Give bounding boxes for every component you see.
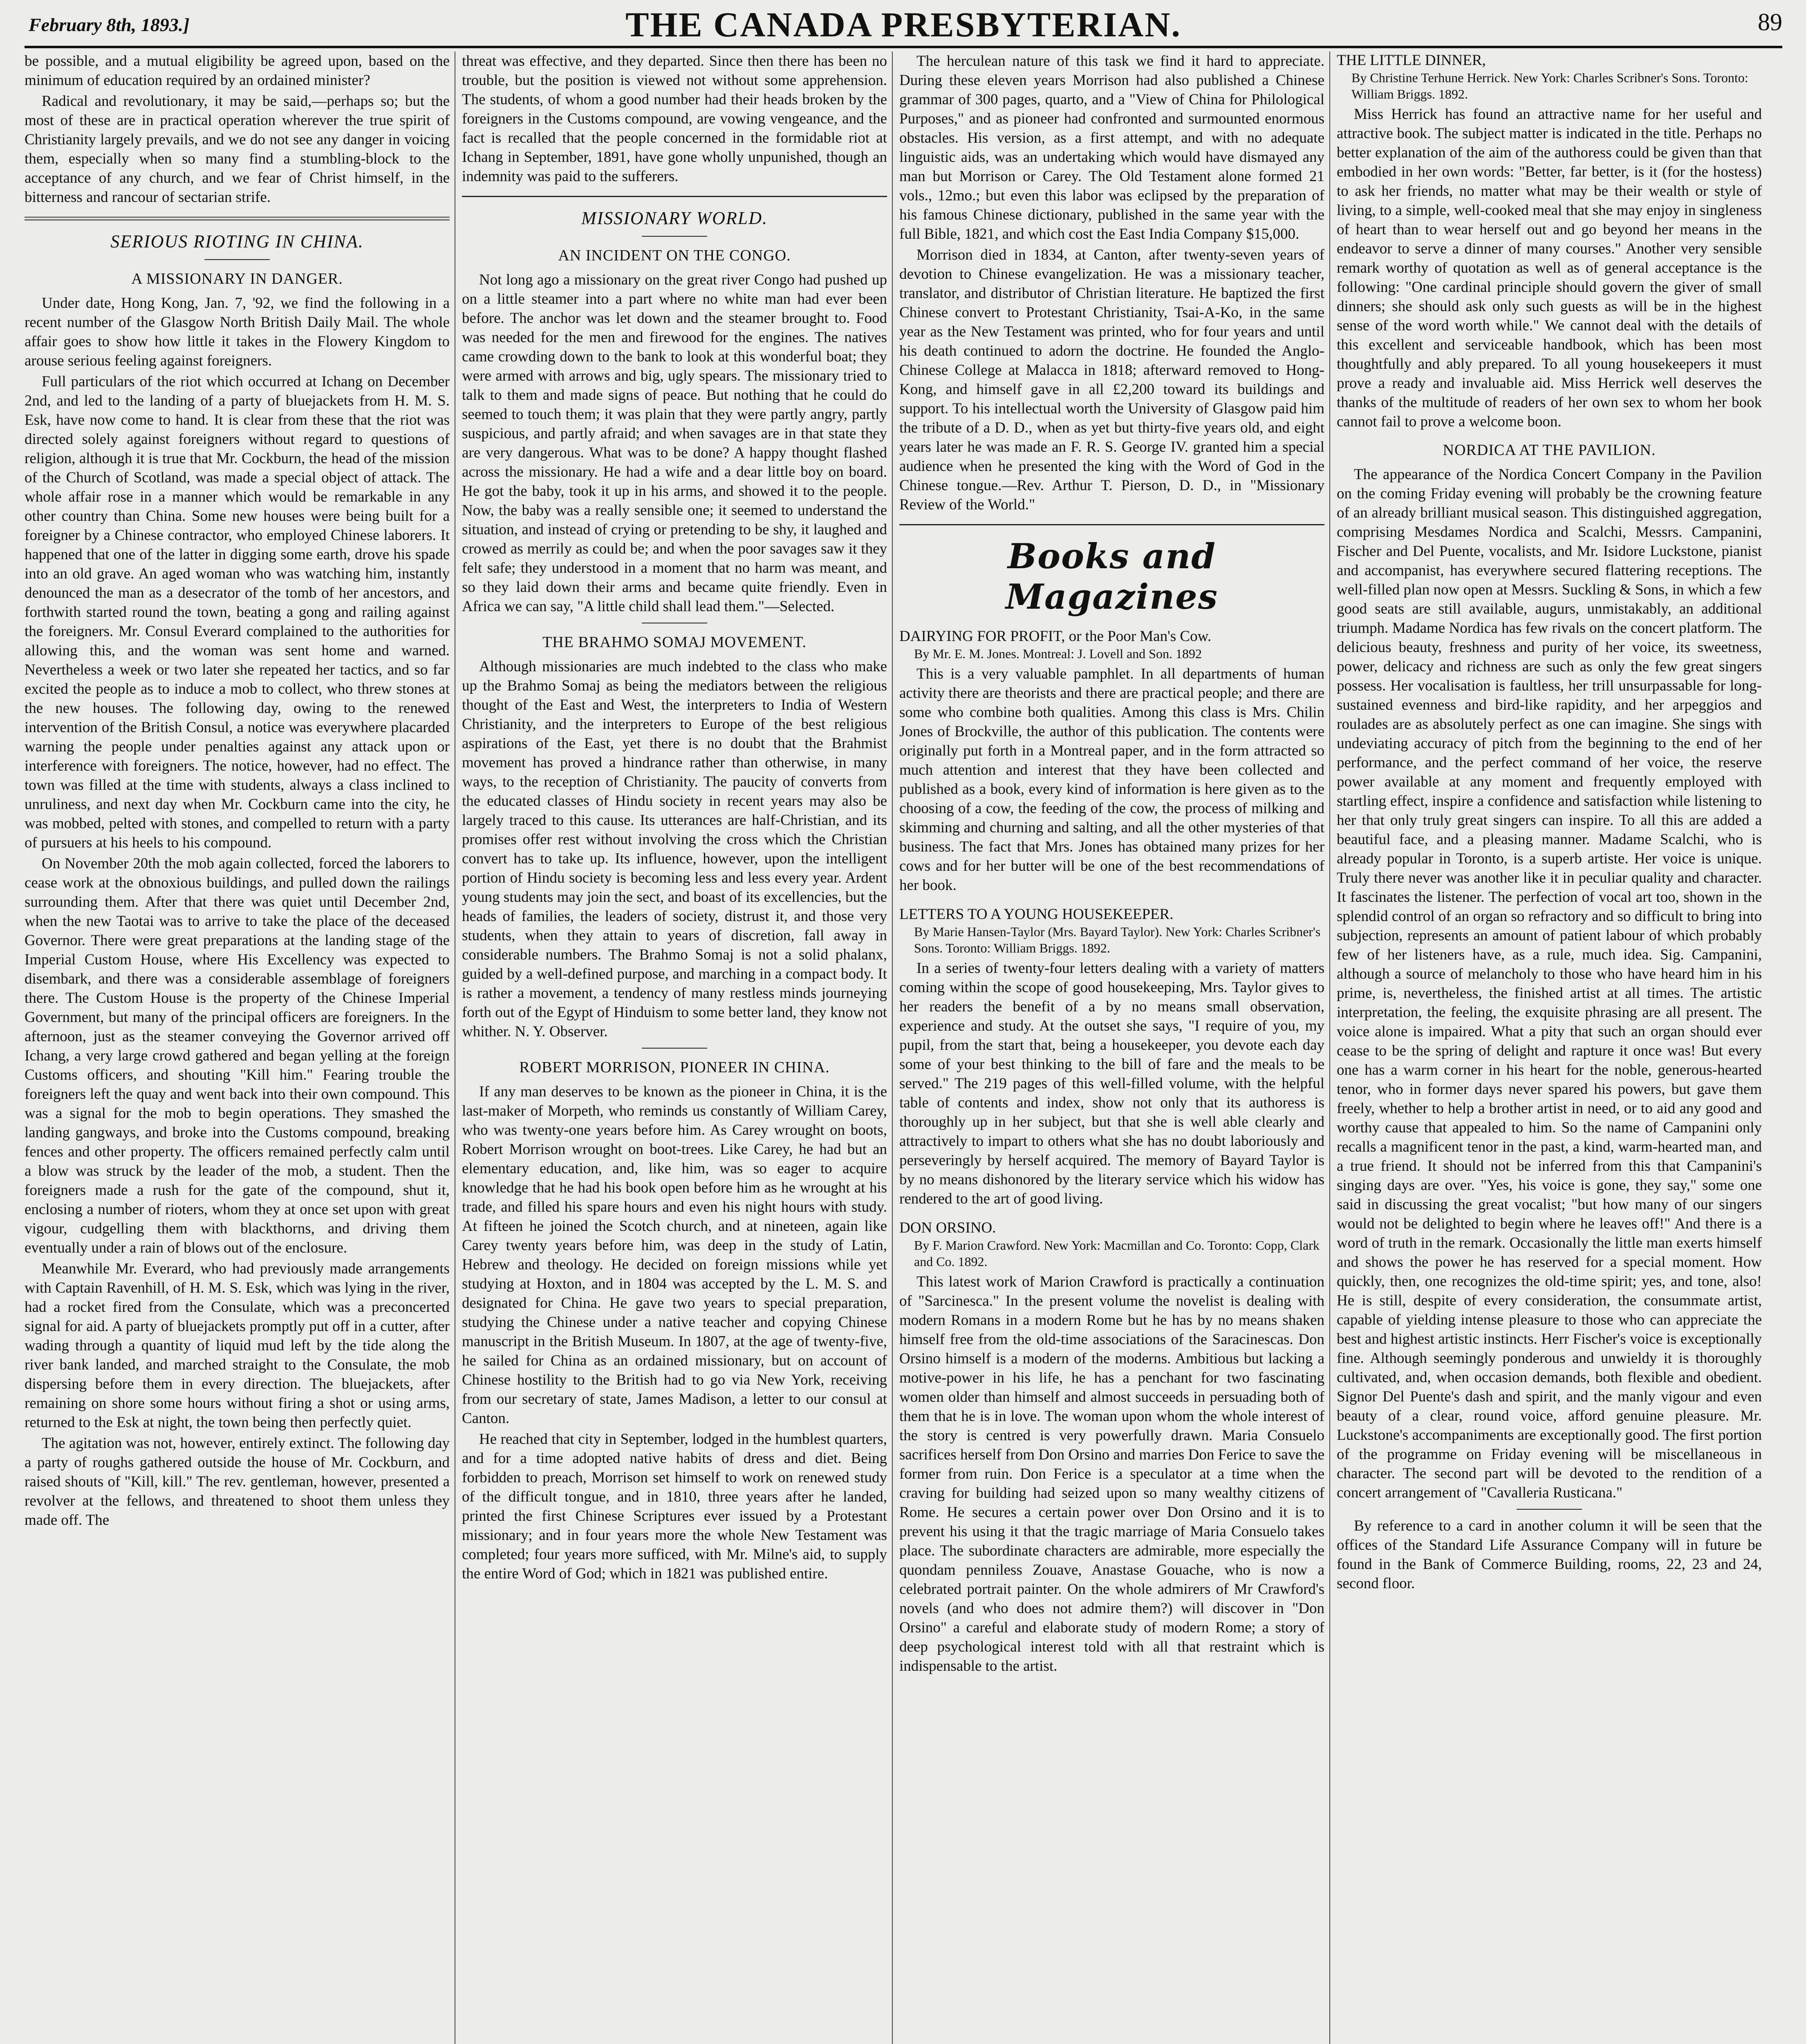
paragraph: The herculean nature of this task we find it hard to appreciate. During these eleven years Morrison had also published a Chinese grammar of 300 pages, quarto, and a "View of China for Philological Purposes," and as pioneer had confronted and surmounted enormous obstacles. His version, as a first attempt, and with no adequate linguistic aids, was an undertaking which would have dismayed any man but Morrison or Carey. The Old Testament alone formed 21 vols., 12mo.; but even this labor was eclipsed by the preparation of his famous Chinese dictionary, published in the same year with the full Bible, 1821, and which cost the East India Company $15,000.	[899, 53, 1324, 242]
paragraph: He reached that city in September, lodged in the humblest quarters, and for a time adopted native habits of dress and diet. Being forbidden to preach, Morrison set himself to work on renewed study of the difficult tongue, and in 1810, three years after he landed, printed the first Chinese Scriptures ever issued by a Protestant missionary; and in four years more the whole New Testament was completed; four years more sufficed, with Mr. Milne's aid, to supply the entire Word of God; which in 1821 was published entire.	[462, 1431, 887, 1582]
newspaper-title: THE CANADA PRESBYTERIAN.	[625, 5, 1181, 44]
short-rule	[642, 236, 707, 237]
section-rule	[25, 217, 450, 220]
column-divider	[1329, 52, 1330, 2044]
paragraph: This latest work of Marion Crawford is practically a continuation of "Sarcinesca." In the present volume the novelist is dealing with modern Romans in a modern Rome but he has by no means shaken himself free from the old-time associations of the Saracinescas. Don Orsino himself is a modern of the moderns. Ambitious but lacking a motive-power in his life, he has a penchant for two fascinating women older than himself and almost succeeds in persuading both of them that he is in love. The woman upon whom the whole interest of the story is centred is very powerfully drawn. Maria Consuelo sacrifices herself from Don Orsino and marries Don Ferice to save the former from ruin. Don Ferice is a speculator at a time when the craving for building had seized upon so many wealthy citizens of Rome. He secures a certain power over Don Orsino and it is to prevent his using it that the tragic marriage of Maria Consuelo takes place. The subordinate characters are admirable, more especially the quondam penniless Zouave, Anastase Gouache, who is now a celebrated portrait painter. On the whole admirers of Mr Crawford's novels (and who does not admire them?) will discover in "Don Orsino" a careful and elaborate study of modern Rome; a story of deep psychological interest told with all that restraint which is indispensable to the artist.	[899, 1273, 1324, 1674]
section-rule	[462, 196, 887, 197]
paragraph: Although missionaries are much indebted to the class who make up the Brahmo Somaj as being the mediators between the religious thought of the East and West, the interpreters to India of Western Christianity, and the interpreters to Europe of the best religious aspirations of the East, yet there is no doubt that the Brahmist movement has proved a hindrance rather than otherwise, in many ways, to the reception of Christianity. The paucity of converts from the educated classes of Hindu society in recent years may also be largely traced to this cause. Its utterances are half-Christian, and its promises offer rest without involving the cross which the Christian convert has to take up. Its influence, however, upon the intelligent portion of Hindu society is becoming less and less every year. Ardent young students may join the sect, and boast of its excellencies, but the heads of families, the leaders of society, distrust it, and those very students, when they attain to years of discretion, fall away in considerable numbers. The Brahmo Somaj is not a solid phalanx, guided by a well-defined purpose, and marching in a compact body. It is rather a movement, a tendency of many restless minds journeying forth out of the Egypt of Hinduism to some better land, they know not whither. N. Y. Observer.	[462, 658, 887, 1040]
paragraph: This is a very valuable pamphlet. In all departments of human activity there are theorists and there are practical people; and there are some who combine both qualities. Among this class is Mrs. Chilin Jones of Brockville, the author of this publication. The contents were originally put forth in a Montreal paper, and in the form attracted so much attention and interest that they have been collected and published as a book, every kind of information is here given as to the choosing of a cow, the feeding of the cow, the process of milking and skimming and churning and salting, and all the other mysteries of that business. The fact that Mrs. Jones has obtained many prizes for her cows and for her butter will be one of the best recommendations of her book.	[899, 666, 1324, 894]
paragraph: be possible, and a mutual eligibility be agreed upon, based on the minimum of education required by an ordained minister?	[25, 53, 450, 89]
issue-date: February 8th, 1893.]	[29, 14, 190, 35]
paragraph: Full particulars of the riot which occurred at Ichang on December 2nd, and led to the landing of a party of bluejackets from H. M. S. Esk, have now come to hand. It is clear from these that the riot was directed solely against foreigners without regard to questions of religion, although it is true that Mr. Cockburn, the head of the mission of the Church of Scotland, was made a special object of attack. The whole affair rose in a manner which would be remarkable in any other country than China. Some new houses were being built for a foreigner by a Chinese contractor, who employed Chinese laborers. It happened that one of the latter in digging some earth, drove his spade into an old grave. An aged woman who was watching him, instantly denounced the man as a desecrator of the tomb of her ancestors, and forthwith started round the town, beating a gong and railing against the foreigners. Mr. Consul Everard complained to the authorities for allowing this, and the woman was sent home and warned. Nevertheless a week or two later she repeated her tactics, and so far excited the people as to induce a mob to collect, who threw stones at the new houses. The following day, owing to the renewed intervention of the British Consul, a notice was everywhere placarded warning the people under penalties against any attack upon or interference with foreigners. The notice, however, had no effect. The town was filled at the time with students, always a class inclined to unruliness, and next day when Mr. Cockburn came into the city, he was mobbed, pelted with stones, and compelled to return with a party of pursuers at his heels to his compound.	[25, 373, 450, 851]
review-title: DON ORSINO.	[899, 1219, 996, 1236]
paragraph: On November 20th the mob again collected, forced the laborers to cease work at the obnoxious buildings, and pulled down the railings surrounding them. After that there was quiet until December 2nd, when the new Taotai was to arrive to take the place of the deceased Governor. There were great preparations at the landing stage of the Imperial Custom House, where His Excellency was expected to disembark, and there was a considerable assemblage of foreigners there. The Custom House is the property of the Chinese Imperial Government, but many of the principal officers are foreigners. In the afternoon, just as the steamer conveying the Governor arrived off Ichang, a very large crowd gathered and began yelling at the foreign Customs officers, and shouting "Kill him." Fearing trouble the foreigners left the quay and went back into their own compound. This was a signal for the mob to begin operations. They smashed the landing gangways, and broke into the Customs compound, breaking fences and other property. The officers remained perfectly calm until a blow was struck by the leader of the mob, a student. Then the foreigners made a rush for the gate of the compound, shut it, enclosing a number of rioters, whom they at once set upon with great vigour, cudgelling them with blackthorns, and driving them eventually under a rain of blows out of the enclosure.	[25, 855, 450, 1256]
review-publisher: By F. Marion Crawford. New York: Macmillan and Co. Toronto: Copp, Clark and Co. 1892.	[914, 1238, 1320, 1269]
section-title: MISSIONARY WORLD.	[581, 208, 768, 228]
short-rule	[204, 259, 270, 260]
column-3	[899, 52, 1324, 2044]
article-title: ROBERT MORRISON, PIONEER IN CHINA.	[519, 1059, 830, 1076]
column-1	[25, 52, 450, 2044]
masthead	[25, 4, 1782, 44]
review-publisher: By Mr. E. M. Jones. Montreal: J. Lovell and Son. 1892	[914, 646, 1202, 661]
article-title: A MISSIONARY IN DANGER.	[131, 270, 343, 287]
article-title: AN INCIDENT ON THE CONGO.	[558, 247, 791, 264]
paragraph: The agitation was not, however, entirely extinct. The following day a party of roughs gathered outside the house of Mr. Cockburn, and raised shouts of "Kill, kill." The rev. gentleman, however, presented a revolver at the fellows, and threatened to shoot them unless they made off. The	[25, 1435, 450, 1529]
review-title: THE LITTLE DINNER,	[1337, 52, 1486, 69]
review-heading	[899, 1219, 1324, 1270]
review-publisher: By Christine Terhune Herrick. New York: Charles Scribner's Sons. Toronto: William Briggs. 1892.	[1351, 70, 1748, 101]
review-publisher: By Marie Hansen-Taylor (Mrs. Bayard Taylor). New York: Charles Scribner's Sons. Toronto: William Briggs. 1892.	[914, 924, 1321, 955]
short-rule	[1517, 1509, 1582, 1510]
paragraph: If any man deserves to be known as the pioneer in China, it is the last-maker of Morpeth, who reminds us constantly of William Carey, who was twenty-one years before him. As Carey wrought on boots, Robert Morrison wrought on boot-trees. Like Carey, he had but an elementary education, and, like him, was so eager to acquire knowledge that he had his book open before him as he wrought at his trade, and filled his spare hours and even his night hours with study. At fifteen he joined the Scotch church, and at nineteen, again like Carey twenty years before him, was deep in the study of Latin, Hebrew and theology. He decided on foreign missions while yet studying at Hoxton, and in 1804 was accepted by the L. M. S. and designated for China. He gave two years to special preparation, studying the Chinese under a native teacher and copying Chinese manuscript in the British Museum. In 1807, at the age of twenty-five, he sailed for China as an ordained missionary, but on account of Chinese hostility to the British had to go via New York, receiving from our secretary of state, James Madison, a letter to our consul at Canton.	[462, 1083, 887, 1427]
short-rule	[642, 1048, 707, 1049]
section-rule	[899, 524, 1324, 525]
paragraph: In a series of twenty-four letters dealing with a variety of matters coming within the scope of good housekeeping, Mrs. Taylor gives to her readers the benefit of a by no means small observation, experience and study. At the outset she says, "I require of you, my pupil, from the start that, being a housekeeper, you devote each day some of your best thinking to the bill of fare and the meals to be served." The 219 pages of this well-filled volume, with the helpful table of contents and index, show not only that its authoress is thoroughly up in her subject, but that she is well able clearly and attractively to impart to others what she has no doubt laboriously and perseveringly by herself acquired. The memory of Bayard Taylor is by no means dishonored by the literary service which his widow has rendered to the art of good living.	[899, 960, 1324, 1207]
review-heading	[899, 628, 1324, 662]
review-title: LETTERS TO A YOUNG HOUSEKEEPER.	[899, 906, 1174, 923]
paragraph: Not long ago a missionary on the great river Congo had pushed up on a little steamer into a part where no white man had ever been before. The anchor was let down and the steamer brought to. Food was needed for the men and firewood for the engines. The natives came crowding down to the bank to look at this wonderful boat; they were armed with arrows and big, ugly spears. The missionary tried to talk to them and made signs of peace. But nothing that he could do seemed to touch them; it was plain that they were partly angry, partly suspicious, and partly afraid; and when savages are in that state they are very dangerous. What was to be done? A happy thought flashed across the missionary. He had a wife and a dear little boy on board. He got the baby, took it up in his arms, and showed it to the people. Now, the baby was a really sensible one; it seemed to understand the situation, and instead of crying or pretending to be shy, it laughed and crowed as merrily as could be; and when the poor savages saw it they felt safe; they understood in a moment that no harm was meant, and so they laid down their arms and became quite friendly. Even in Africa we can say, "A little child shall lead them."—Selected.	[462, 271, 887, 615]
review-heading	[899, 905, 1324, 956]
paragraph: The appearance of the Nordica Concert Company in the Pavilion on the coming Friday evening will probably be the crowning feature of an already brilliant musical season. This distinguished aggregation, comprising Mesdames Nordica and Scalchi, Messrs. Campanini, Fischer and Del Puente, vocalists, and Mr. Isidore Luckstone, pianist and accompanist, has everywhere secured flattering receptions. The well-filled plan now open at Messrs. Suckling & Sons, in which a few good seats are still available, augurs, unmistakably, an additional triumph. Madame Nordica has few rivals on the concert platform. The delicious beauty, freshness and purity of her voice, its sweetness, power, delicacy and richness are such as only the few great singers possess. Her vocalisation is faultless, her trill unsurpassable for long-sustained evenness and bird-like rapidity, and her arpeggios and roulades are as absolutely perfect as one can imagine. She sings with undeviating accuracy of pitch from the beginning to the end of her performance, and the perfect command of her voice, the reserve power available at any moment and frequently employed with startling effect, inspire a confidence and satisfaction while listening to her that only truly great singers can inspire. To all this are added a beautiful face, and a pleasing manner. Madame Scalchi, who is already popular in Toronto, is a superb artiste. Her voice is unique. Truly there never was another like it in peculiar quality and character. It fascinates the listener. The perfection of vocal art too, shown in the splendid control of an organ so refractory and so difficult to bring into subjection, represents an amount of patient labour of which probably few of her listeners have, as a rule, much idea. Sig. Campanini, although a source of melancholy to those who have heard him in his prime, is, nevertheless, the finished artist at all times. The artistic interpretation, the feeling, the exquisite phrasing are all present. The voice alone is impaired. What a pity that such an organ should ever cease to be the spring of delight and rapture it once was! But every one has a warm corner in his heart for the noble, generous-hearted tenor, who in former days never spared his powers, but gave them freely, whether to help a brother artist in need, or to aid any good and worthy cause that appealed to him. So the name of Campanini only recalls a magnificent tenor in the past, a kind, warm-hearted man, and a true friend. It should not be inferred from this that Campanini's singing days are over. "Yes, his voice is gone, they say," some one said in discussing the great vocalist; "but how many of our singers would not be delighted to begin where he leaves off!" And there is a word of truth in the remark. Occasionally the little man exerts himself and shows the power he has reserved for a special moment. How quickly, then, one recognizes the old-time spirit; yes, and tone, also! He is still, despite of every consideration, the consummate artist, capable of yielding intense pleasure to those who can appreciate the best and highest artistic instincts. Herr Fischer's voice is exceptionally fine. Although seemingly ponderous and unwieldy it is thoroughly cultivated, and, when occasion demands, both flexible and obedient. Signor Del Puente's dash and spirit, and the manly vigour and even beauty of a clear, round voice, afford genuine pleasure. Mr. Luckstone's accompaniments are exceptionally good. The first portion of the programme on Friday evening will be miscellaneous in character. The second part will be devoted to the rendition of a concert arrangement of "Cavalleria Rusticana."	[1337, 466, 1762, 1501]
section-title: SERIOUS RIOTING IN CHINA.	[110, 231, 364, 251]
paragraph: Under date, Hong Kong, Jan. 7, '92, we find the following in a recent number of the Glasgow North British Daily Mail. The whole affair goes to show how little it takes in the Flowery Kingdom to arouse serious feeling against foreigners.	[25, 295, 450, 369]
article-title: THE BRAHMO SOMAJ MOVEMENT.	[542, 634, 807, 651]
masthead-rule	[25, 46, 1782, 48]
column-2	[462, 52, 887, 2044]
page-number: 89	[1758, 9, 1782, 36]
books-magazines-heading: Books and Magazines	[1006, 536, 1218, 617]
paragraph: Morrison died in 1834, at Canton, after twenty-seven years of devotion to Chinese evangelization. He was a missionary teacher, translator, and distributor of Christian literature. He baptized the first Chinese convert to Protestant Christianity, Tsai-A-Ko, in the same year as the New Testament was printed, who for four years and until his death continued to adorn the doctrine. He founded the Anglo-Chinese College at Malacca in 1818; afterward removed to Hong-Kong, and himself gave in all £2,200 toward its buildings and support. To his intellectual worth the University of Glasgow paid him the tribute of a D. D., when as yet but thirty-five years old, and eight years later he was made an F. R. S. George IV. granted him a special audience when he presented the king with the Word of God in the Chinese tongue.—Rev. Arthur T. Pierson, D. D., in "Missionary Review of the World."	[899, 247, 1324, 513]
paragraph: Radical and revolutionary, it may be said,—perhaps so; but the most of these are in practical operation wherever the true spirit of Christianity largely prevails, and we do not see any danger in voicing them, especially when so many find a stumbling-block to the acceptance of any church, and we fear of Christ himself, in the bitterness and rancour of sectarian strife.	[25, 93, 450, 206]
article-title: NORDICA AT THE PAVILION.	[1443, 442, 1656, 459]
review-heading	[1337, 52, 1762, 102]
paragraph: By reference to a card in another column it will be seen that the offices of the Standard Life Assurance Company will in future be found in the Bank of Commerce Building, rooms, 22, 23 and 24, second floor.	[1337, 1517, 1762, 1592]
paragraph: threat was effective, and they departed. Since then there has been no trouble, but the position is viewed not without some apprehension. The students, of whom a good number had their heads broken by the foreigners in the Customs compound, are vowing vengeance, and the fact is recalled that the people concerned in the formidable riot at Ichang in September, 1891, have gone wholly unpunished, though an indemnity was paid to the sufferers.	[462, 53, 887, 185]
review-title: DAIRYING FOR PROFIT, or the Poor Man's Cow.	[899, 628, 1212, 645]
paragraph: Miss Herrick has found an attractive name for her useful and attractive book. The subject matter is indicated in the title. Perhaps no better explanation of the aim of the authoress could be given than that embodied in her own words: "Better, far better, is it (for the hostess) to ask her friends, no matter what may be their wealth or style of living, to a simple, well-cooked meal that she may enjoy in singleness of heart than to wear herself out and go beyond her means in the endeavor to serve a dinner of many courses." Another very sensible remark worthy of quotation as well as of general acceptance is the following: "One cardinal principle should govern the giver of small dinners; she should ask only such guests as will be in the highest sense of the word worth while." We cannot deal with the details of this excellent and serviceable handbook, which has been most thoughtfully and ably prepared. To all young housekeepers it must prove a ready and invaluable aid. Miss Herrick well deserves the thanks of the multitude of readers of her own sex to whom her book cannot fail to prove a welcome boon.	[1337, 106, 1762, 430]
paragraph: Meanwhile Mr. Everard, who had previously made arrangements with Captain Ravenhill, of H. M. S. Esk, which was lying in the river, had a rocket fired from the Consulate, which was a preconcerted signal for aid. A party of bluejackets promptly put off in a cutter, after wading through a quantity of liquid mud left by the tide along the river bank landed, and marched straight to the Consulate, the mob dispersing before them in every direction. The bluejackets, after remaining on shore some hours without firing a shot or using arms, returned to the Esk at night, the town being then perfectly quiet.	[25, 1260, 450, 1431]
column-4	[1337, 52, 1762, 2044]
column-divider	[892, 52, 893, 2044]
